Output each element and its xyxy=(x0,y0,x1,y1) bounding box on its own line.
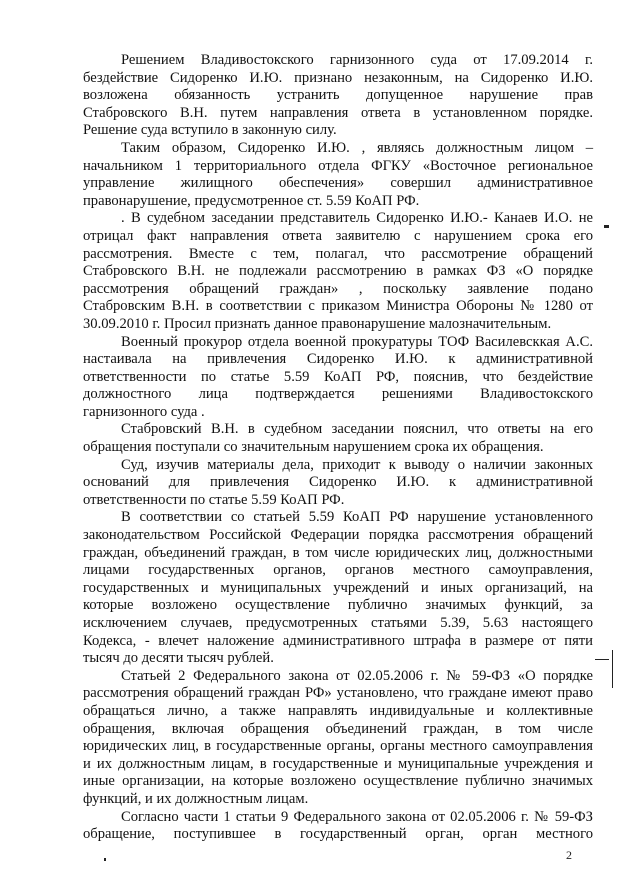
text-line: отрицал факт направления ответа заявителю с нарушением срока его xyxy=(83,227,593,244)
text-line: иные организации, на которые возложено осуществление публично значимых xyxy=(83,773,593,790)
text-line: Кодекса, - влечет наложение административного штрафа в размере от пяти xyxy=(83,632,593,649)
text-line: возложена обязанность устранить допущенное нарушение прав xyxy=(83,87,593,104)
paragraph xyxy=(83,668,593,809)
text-line: . В судебном заседании представитель Сидоренко И.Ю.- Канаев И.О. не xyxy=(121,210,593,227)
scan-mark xyxy=(104,858,106,861)
text-line: юридических лиц, в государственные органы, органы местного самоуправления xyxy=(83,738,593,755)
text-line: тысяч до десяти тысяч рублей. xyxy=(83,650,274,667)
paragraph xyxy=(83,140,593,210)
text-line: ответственности по статье 5.59 КоАП РФ. xyxy=(83,491,345,508)
text-line: Стабровский В.Н. в судебном заседании пояснил, что ответы на его xyxy=(121,421,593,438)
text-line: ответственности по статье 5.59 КоАП РФ, пояснив, что бездействие xyxy=(83,368,593,385)
text-line: законодательством Российской Федерации порядка рассмотрения обращений xyxy=(83,527,593,544)
text-line: бездействие Сидоренко И.Ю. признано незаконным, на Сидоренко И.Ю. xyxy=(83,69,593,86)
text-line: рассмотрения обращений граждан РФ» установлено, что граждане имеют право xyxy=(83,685,593,702)
text-line: настаивала на привлечения Сидоренко И.Ю. к административной xyxy=(83,351,593,368)
page-number: 2 xyxy=(566,848,572,862)
paragraph xyxy=(83,210,593,333)
text-line: управление жилищного обеспечения» совершил административное xyxy=(83,175,593,192)
text-line: обращаться лично, а также направлять индивидуальные и коллективные xyxy=(83,702,593,719)
paragraph xyxy=(83,509,593,667)
text-line: В соответствии со статьей 5.59 КоАП РФ нарушение установленного xyxy=(121,509,593,526)
text-line: гарнизонного суда . xyxy=(83,403,205,420)
paragraph xyxy=(83,809,593,844)
scan-mark xyxy=(612,650,613,688)
text-line: Статьей 2 Федерального закона от 02.05.2006 г. № 59-ФЗ «О порядке xyxy=(121,667,593,684)
text-line: 30.09.2010 г. Просил признать данное правонарушение малозначительным. xyxy=(83,315,552,332)
text-line: оснований для привлечения Сидоренко И.Ю. к административной xyxy=(83,474,593,491)
paragraph xyxy=(83,52,593,140)
text-line: граждан, объединений граждан, в том числе юридических лиц, должностными xyxy=(83,544,593,561)
scan-mark xyxy=(604,225,609,228)
text-line: Военный прокурор отдела военной прокуратуры ТОФ Василевсккая А.С. xyxy=(121,333,593,350)
text-line: должностного лица подтверждается решениями Владивостокского xyxy=(83,386,593,403)
scan-mark xyxy=(595,659,609,660)
text-line: государственных и муниципальных учреждений и иных организаций, на xyxy=(83,579,593,596)
text-line: начальником 1 территориального отдела ФГКУ «Восточное региональное xyxy=(83,157,593,174)
text-line: исключением случаев, предусмотренных статьями 5.39, 5.63 настоящего xyxy=(83,615,593,631)
text-line: Согласно части 1 статьи 9 Федерального закона от 02.05.2006 г. № 59-ФЗ xyxy=(121,808,593,825)
text-line: Решение суда вступило в законную силу. xyxy=(83,122,337,139)
document-body xyxy=(83,52,593,844)
text-line: функций, и их должностным лицам. xyxy=(83,790,309,807)
text-line: Суд, изучив материалы дела, приходит к выводу о наличии законных xyxy=(121,456,593,473)
text-line: лицами государственных органов, органов местного самоуправления, xyxy=(83,562,593,579)
text-line: обращение, поступившее в государственный орган, орган местного xyxy=(83,826,593,843)
text-line: Решением Владивостокского гарнизонного суда от 17.09.2014 г. xyxy=(121,52,593,68)
text-line: обращения поступали со значительным нарушением срока их обращения. xyxy=(83,439,544,456)
text-line: рассмотрения обращений граждан» , поскольку заявление подано xyxy=(83,280,593,297)
text-line: которые возложено осуществление публично значимых функций, за xyxy=(83,597,593,614)
paragraph xyxy=(83,334,593,422)
text-line: Таким образом, Сидоренко И.Ю. , являясь должностным лицом – xyxy=(121,139,593,156)
text-line: обращения, включая обращения объединений граждан, в том числе xyxy=(83,720,593,737)
text-line: и их должностным лицам, в государственные и муниципальные учреждения и xyxy=(83,755,593,772)
text-line: правонарушение, предусмотренное ст. 5.59 КоАП РФ. xyxy=(83,192,420,209)
text-line: Стабровского В.Н. путем направления ответа в установленном порядке. xyxy=(83,104,593,121)
text-line: рассмотрения. Вместе с тем, полагал, что рассмотрение обращений xyxy=(83,245,593,262)
text-line: Стабровским В.Н. в соответствии с приказом Министра Обороны № 1280 от xyxy=(83,298,593,315)
paragraph xyxy=(83,457,593,510)
paragraph xyxy=(83,421,593,456)
text-line: Стабровского В.Н. не подлежали рассмотрению в рамках ФЗ «О порядке xyxy=(83,263,593,280)
